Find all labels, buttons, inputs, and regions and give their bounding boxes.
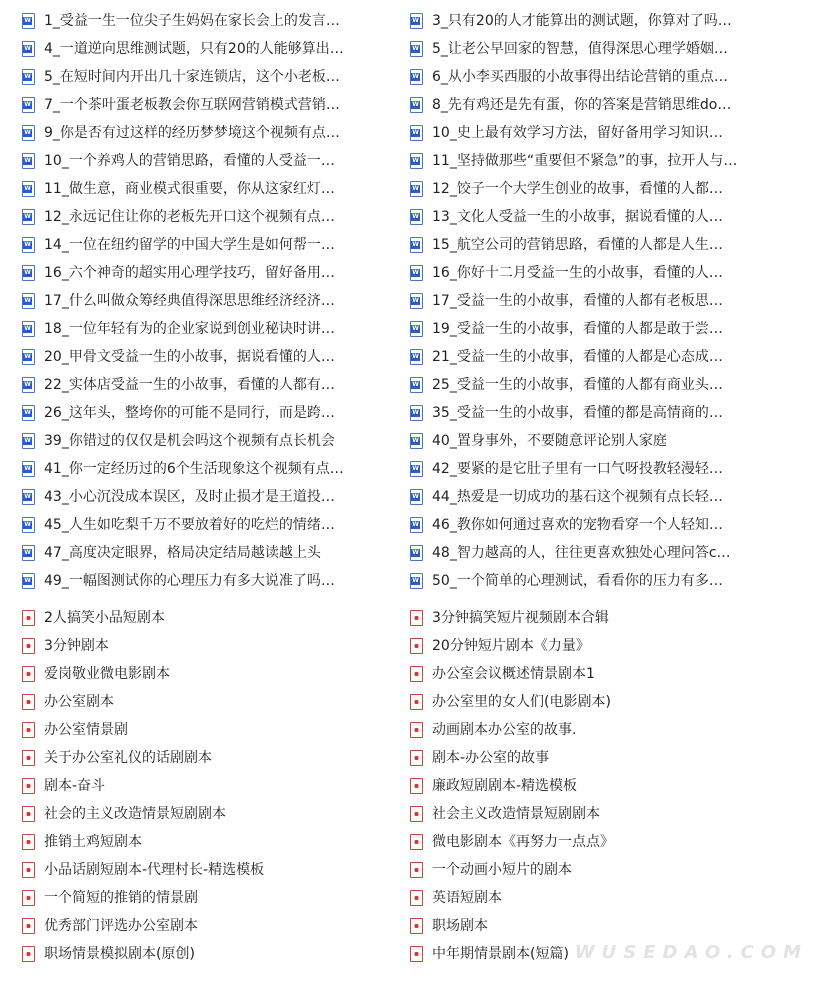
pdf-doc-icon [410, 722, 423, 738]
word-file-item[interactable] [410, 427, 790, 455]
pdf-doc-icon [22, 862, 35, 878]
word-file-item[interactable] [22, 231, 402, 259]
pdf-doc-icon [410, 890, 423, 906]
file-name: 35_受益一生的小故事，看懂的都是高情商的… [432, 405, 723, 421]
pdf-file-item[interactable] [22, 604, 402, 632]
word-file-item[interactable] [410, 315, 790, 343]
file-name: 11_做生意，商业模式很重要，你从这家红灯… [44, 181, 335, 197]
file-name: 50_一个简单的心理测试，看看你的压力有多… [432, 573, 723, 589]
pdf-file-item[interactable] [22, 772, 402, 800]
word-file-item[interactable] [22, 91, 402, 119]
file-name: 17_受益一生的小故事，看懂的人都有老板思… [432, 293, 723, 309]
word-doc-icon [410, 489, 423, 505]
file-name: 12_饺子一个大学生创业的故事，看懂的人都… [432, 181, 723, 197]
word-doc-icon [410, 293, 423, 309]
pdf-file-item[interactable] [410, 632, 790, 660]
word-file-item[interactable] [22, 7, 402, 35]
pdf-doc-icon [410, 610, 423, 626]
file-row [0, 856, 830, 884]
word-file-item[interactable] [22, 455, 402, 483]
word-doc-icon [410, 13, 423, 29]
pdf-doc-icon [410, 750, 423, 766]
word-doc-icon [410, 321, 423, 337]
file-row [0, 828, 830, 856]
file-name: 44_热爱是一切成功的基石这个视频有点长轻… [432, 489, 723, 505]
file-name: 45_人生如吃梨千万不要放着好的吃烂的情绪… [44, 517, 335, 533]
file-name: 爱岗敬业微电影剧本 [44, 666, 170, 682]
word-file-item[interactable] [22, 259, 402, 287]
pdf-doc-icon [410, 694, 423, 710]
file-row [0, 259, 830, 287]
file-row [0, 315, 830, 343]
file-row [0, 371, 830, 399]
file-row [0, 343, 830, 371]
pdf-file-item[interactable] [22, 688, 402, 716]
file-row [0, 427, 830, 455]
word-file-item[interactable] [22, 567, 402, 595]
word-file-item[interactable] [22, 539, 402, 567]
file-name: 46_教你如何通过喜欢的宠物看穿一个人轻知… [432, 517, 723, 533]
file-row [0, 147, 830, 175]
file-name: 16_六个神奇的超实用心理学技巧，留好备用… [44, 265, 335, 281]
word-doc-icon [22, 209, 35, 225]
word-doc-icon [22, 461, 35, 477]
word-file-item[interactable] [410, 399, 790, 427]
file-name: 47_高度决定眼界，格局决定结局越读越上头 [44, 545, 321, 561]
word-doc-icon [22, 349, 35, 365]
word-file-item[interactable] [410, 511, 790, 539]
file-row [0, 7, 830, 35]
pdf-doc-icon [22, 778, 35, 794]
word-doc-icon [410, 573, 423, 589]
word-doc-icon [22, 97, 35, 113]
word-file-item[interactable] [410, 231, 790, 259]
pdf-doc-icon [410, 638, 423, 654]
word-doc-icon [410, 405, 423, 421]
file-row [0, 604, 830, 632]
file-name: 办公室剧本 [44, 694, 114, 710]
file-name: 40_置身事外，不要随意评论别人家庭 [432, 433, 667, 449]
file-name: 5_让老公早回家的智慧，值得深思心理学婚姻… [432, 41, 728, 57]
word-file-item[interactable] [410, 119, 790, 147]
file-row [0, 511, 830, 539]
pdf-doc-icon [410, 918, 423, 934]
file-name: 10_一个养鸡人的营销思路，看懂的人受益一… [44, 153, 335, 169]
file-name: 动画剧本办公室的故事. [432, 722, 577, 738]
file-row [0, 35, 830, 63]
file-name: 9_你是否有过这样的经历梦梦境这个视频有点… [44, 125, 340, 141]
file-name: 11_坚持做那些“重要但不紧急”的事，拉开人与… [432, 153, 738, 169]
pdf-file-item[interactable] [410, 884, 790, 912]
file-row [0, 632, 830, 660]
pdf-doc-icon [22, 890, 35, 906]
word-file-item[interactable] [22, 175, 402, 203]
file-row [0, 287, 830, 315]
file-name: 20分钟短片剧本《力量》 [432, 638, 590, 654]
word-file-item[interactable] [22, 203, 402, 231]
file-row [0, 203, 830, 231]
file-name: 优秀部门评选办公室剧本 [44, 918, 198, 934]
word-file-item[interactable] [22, 287, 402, 315]
word-file-item[interactable] [410, 287, 790, 315]
pdf-doc-icon [22, 722, 35, 738]
file-name: 职场剧本 [432, 918, 488, 934]
file-name: 职场情景模拟剧本(原创) [44, 946, 195, 962]
file-name: 2人搞笑小品短剧本 [44, 610, 165, 626]
word-doc-icon [22, 69, 35, 85]
file-row [0, 660, 830, 688]
file-name: 5_在短时间内开出几十家连锁店，这个小老板… [44, 69, 340, 85]
word-file-item[interactable] [410, 455, 790, 483]
pdf-file-item[interactable] [22, 856, 402, 884]
pdf-file-item[interactable] [410, 716, 790, 744]
file-row [0, 539, 830, 567]
word-file-item[interactable] [410, 175, 790, 203]
file-row [0, 744, 830, 772]
file-name: 13_文化人受益一生的小故事，据说看懂的人… [432, 209, 723, 225]
word-doc-icon [22, 517, 35, 533]
file-name: 43_小心沉没成本误区，及时止损才是王道投… [44, 489, 335, 505]
word-doc-icon [22, 265, 35, 281]
word-doc-icon [22, 237, 35, 253]
file-row [0, 688, 830, 716]
file-name: 21_受益一生的小故事，看懂的人都是心态成… [432, 349, 723, 365]
pdf-doc-icon [22, 666, 35, 682]
pdf-file-item[interactable] [22, 912, 402, 940]
word-doc-icon [410, 97, 423, 113]
pdf-file-item[interactable] [410, 688, 790, 716]
pdf-doc-icon [410, 946, 423, 962]
word-file-item[interactable] [22, 343, 402, 371]
word-doc-icon [410, 209, 423, 225]
pdf-doc-icon [22, 638, 35, 654]
word-doc-icon [410, 433, 423, 449]
word-doc-icon [410, 545, 423, 561]
word-doc-icon [22, 433, 35, 449]
file-name: 20_甲骨文受益一生的小故事，据说看懂的人… [44, 349, 335, 365]
file-name: 12_永远记住让你的老板先开口这个视频有点… [44, 209, 335, 225]
word-doc-icon [410, 265, 423, 281]
word-file-item[interactable] [410, 35, 790, 63]
pdf-file-item[interactable] [410, 660, 790, 688]
word-file-item[interactable] [22, 63, 402, 91]
file-name: 一个简短的推销的情景剧 [44, 890, 198, 906]
file-name: 6_从小李买西服的小故事得出结论营销的重点… [432, 69, 728, 85]
pdf-file-item[interactable] [410, 828, 790, 856]
word-file-item[interactable] [410, 343, 790, 371]
pdf-file-item[interactable] [410, 772, 790, 800]
word-doc-icon [22, 321, 35, 337]
file-name: 18_一位年轻有为的企业家说到创业秘诀时讲… [44, 321, 335, 337]
word-doc-icon [410, 181, 423, 197]
pdf-file-item[interactable] [410, 912, 790, 940]
file-row [0, 399, 830, 427]
word-file-item[interactable] [410, 371, 790, 399]
file-name: 中年期情景剧本(短篇) [432, 946, 569, 962]
word-doc-icon [22, 153, 35, 169]
word-doc-icon [22, 181, 35, 197]
file-name: 16_你好十二月受益一生的小故事，看懂的人… [432, 265, 723, 281]
word-file-item[interactable] [22, 483, 402, 511]
pdf-file-item[interactable] [22, 940, 402, 968]
pdf-file-item[interactable] [22, 660, 402, 688]
pdf-file-item[interactable] [410, 856, 790, 884]
file-name: 10_史上最有效学习方法，留好备用学习知识… [432, 125, 723, 141]
file-name: 廉政短剧剧本-精选模板 [432, 778, 578, 794]
word-doc-icon [410, 41, 423, 57]
pdf-file-item[interactable] [22, 716, 402, 744]
word-doc-icon [22, 293, 35, 309]
file-row [0, 455, 830, 483]
file-row [0, 800, 830, 828]
watermark: WUSEDAO.COM [574, 942, 808, 963]
file-name: 3_只有20的人才能算出的测试题，你算对了吗… [432, 13, 732, 29]
word-doc-icon [22, 545, 35, 561]
word-file-item[interactable] [22, 119, 402, 147]
word-file-item[interactable] [22, 35, 402, 63]
pdf-doc-icon [22, 610, 35, 626]
file-row [0, 716, 830, 744]
file-name: 1_受益一生一位尖子生妈妈在家长会上的发言… [44, 13, 340, 29]
word-doc-icon [22, 13, 35, 29]
file-name: 一个动画小短片的剧本 [432, 862, 572, 878]
word-file-item[interactable] [22, 315, 402, 343]
pdf-doc-icon [22, 946, 35, 962]
file-row [0, 119, 830, 147]
pdf-doc-icon [410, 862, 423, 878]
file-name: 推销土鸡短剧本 [44, 834, 142, 850]
pdf-doc-icon [22, 834, 35, 850]
file-name: 39_你错过的仅仅是机会吗这个视频有点长机会 [44, 433, 335, 449]
file-name: 4_一道逆向思维测试题，只有20的人能够算出… [44, 41, 344, 57]
word-file-item[interactable] [410, 147, 790, 175]
file-row [0, 912, 830, 940]
file-name: 剧本-办公室的故事 [432, 750, 550, 766]
pdf-doc-icon [22, 750, 35, 766]
word-doc-icon [410, 349, 423, 365]
file-name: 42_要紧的是它肚子里有一口气呀投教轻漫轻… [432, 461, 723, 477]
word-doc-icon [410, 377, 423, 393]
file-name: 41_你一定经历过的6个生活现象这个视频有点… [44, 461, 344, 477]
pdf-file-item[interactable] [22, 828, 402, 856]
file-row [0, 175, 830, 203]
file-row [0, 884, 830, 912]
word-doc-icon [22, 489, 35, 505]
file-name: 49_一幅图测试你的心理压力有多大说准了吗… [44, 573, 335, 589]
word-file-item[interactable] [410, 203, 790, 231]
word-file-item[interactable] [410, 91, 790, 119]
file-name: 22_实体店受益一生的小故事，看懂的人都有… [44, 377, 335, 393]
file-row [0, 772, 830, 800]
word-file-item[interactable] [410, 259, 790, 287]
pdf-file-item[interactable] [410, 604, 790, 632]
file-name: 25_受益一生的小故事，看懂的人都有商业头… [432, 377, 723, 393]
file-name: 3分钟搞笑短片视频剧本合辑 [432, 610, 609, 626]
file-name: 剧本-奋斗 [44, 778, 106, 794]
word-file-item[interactable] [22, 427, 402, 455]
file-name: 英语短剧本 [432, 890, 502, 906]
word-doc-icon [410, 461, 423, 477]
word-doc-icon [22, 41, 35, 57]
word-file-item[interactable] [22, 511, 402, 539]
pdf-doc-icon [410, 806, 423, 822]
pdf-file-item[interactable] [22, 744, 402, 772]
file-row [0, 63, 830, 91]
file-name: 26_这年头，整垮你的可能不是同行，而是跨… [44, 405, 335, 421]
word-doc-icon [410, 125, 423, 141]
file-name: 3分钟剧本 [44, 638, 109, 654]
word-doc-icon [22, 377, 35, 393]
pdf-doc-icon [22, 918, 35, 934]
word-doc-icon [22, 405, 35, 421]
file-name: 48_智力越高的人，往往更喜欢独处心理问答c… [432, 545, 731, 561]
pdf-file-item[interactable] [410, 800, 790, 828]
word-doc-icon [22, 573, 35, 589]
pdf-file-item[interactable] [410, 744, 790, 772]
word-doc-icon [410, 517, 423, 533]
pdf-file-item[interactable] [22, 884, 402, 912]
file-name: 小品话剧短剧本-代理村长-精选模板 [44, 862, 265, 878]
file-name: 7_一个茶叶蛋老板教会你互联网营销模式营销… [44, 97, 340, 113]
word-file-item[interactable] [410, 567, 790, 595]
word-file-item[interactable] [410, 7, 790, 35]
file-name: 社会的主义改造情景短剧剧本 [44, 806, 226, 822]
pdf-doc-icon [22, 694, 35, 710]
pdf-doc-icon [410, 666, 423, 682]
file-name: 关于办公室礼仪的话剧剧本 [44, 750, 212, 766]
file-row [0, 567, 830, 595]
file-name: 办公室情景剧 [44, 722, 128, 738]
word-file-item[interactable] [410, 483, 790, 511]
file-name: 15_航空公司的营销思路，看懂的人都是人生… [432, 237, 723, 253]
word-doc-icon [410, 237, 423, 253]
pdf-file-item[interactable] [22, 800, 402, 828]
pdf-doc-icon [410, 778, 423, 794]
file-name: 14_一位在纽约留学的中国大学生是如何帮一… [44, 237, 335, 253]
file-row [0, 231, 830, 259]
file-name: 19_受益一生的小故事，看懂的人都是敢于尝… [432, 321, 723, 337]
word-file-item[interactable] [22, 371, 402, 399]
word-doc-icon [410, 153, 423, 169]
file-name: 办公室会议概述情景剧本1 [432, 666, 595, 682]
word-file-item[interactable] [22, 399, 402, 427]
word-file-item[interactable] [22, 147, 402, 175]
word-doc-icon [410, 69, 423, 85]
pdf-file-item[interactable] [22, 632, 402, 660]
file-row [0, 91, 830, 119]
pdf-doc-icon [22, 806, 35, 822]
file-name: 17_什么叫做众筹经典值得深思思维经济经济… [44, 293, 335, 309]
word-file-item[interactable] [410, 539, 790, 567]
file-row [0, 483, 830, 511]
word-doc-icon [22, 125, 35, 141]
file-name: 8_先有鸡还是先有蛋，你的答案是营销思维do… [432, 97, 732, 113]
word-file-item[interactable] [410, 63, 790, 91]
file-name: 微电影剧本《再努力一点点》 [432, 834, 614, 850]
file-name: 办公室里的女人们(电影剧本) [432, 694, 611, 710]
file-name: 社会主义改造情景短剧剧本 [432, 806, 600, 822]
pdf-doc-icon [410, 834, 423, 850]
